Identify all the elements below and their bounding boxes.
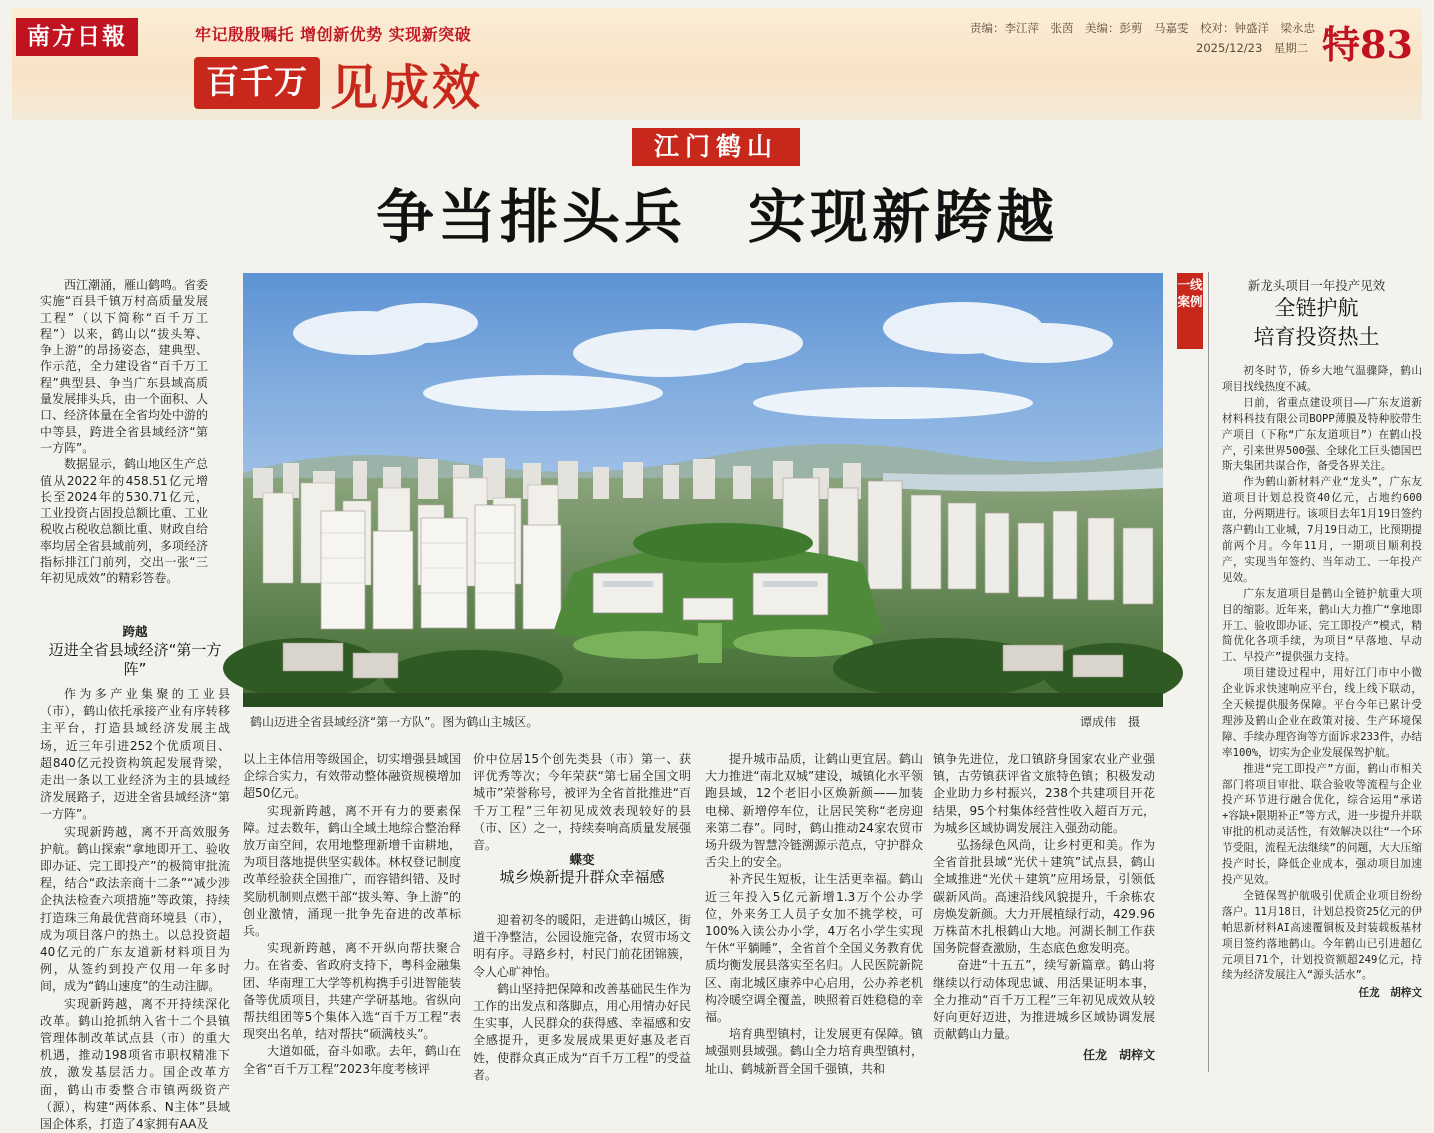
sidebar-paragraph: 日前，省重点建设项目——广东友道新材料科技有限公司BOPP薄膜及特种胶带生产项目（下称“广东友道项目”）在鹤山投产，引来世界500强、全球化工巨头德国巴斯夫集团共谋合作，备受各界关注。: [1222, 396, 1422, 473]
sidebar-paragraph: 广东友道项目是鹤山全链护航重大项目的缩影。近年来，鹤山大力推广“拿地即开工、验收即办证、完工即投产”模式，精简优化各项手续，为项目“早落地、早动工、早投产”提供强力支持。: [1222, 587, 1422, 664]
page-number: 特83: [1322, 22, 1413, 67]
section-brand: [194, 56, 484, 116]
city-aerial-illustration: [243, 273, 1163, 707]
body-column-3: [473, 751, 691, 854]
body-paragraph: 价中位居15个创先类县（市）第一、获评优秀等次；今年荣获“第七届全国文明城市”荣誉称号，被评为全省首批推进“百千万工程”三年初见成效表现较好的县（市、区）之一，持续奏响高质量发展强音。: [473, 752, 691, 853]
photo-caption: 鹤山迈进全省县域经济“第一方队”。图为鹤山主城区。: [250, 715, 539, 729]
body-column-3b: [473, 912, 691, 1084]
body-paragraph: 迎着初冬的暖阳，走进鹤山城区，街道干净整洁，公园设施完备，农贸市场文明有序。寻路乡村，村民门前花团锦簇，令人心旷神怡。: [473, 913, 691, 979]
section-lead-kuayue: 跨越: [122, 624, 148, 639]
sidebar-lead: 新龙头项目一年投产见效: [1247, 278, 1386, 293]
body-column-5: [933, 751, 1155, 1065]
sidebar-paragraph: 项目建设过程中，用好江门市中小微企业诉求快速响应平台，线上线下联动，全天候提供服务保障。平台今年已累计受理涉及鹤山企业在政策对接、生产环境保障、手续办理咨询等方面诉求233件，办结率100%，切实为企业发展保驾护航。: [1222, 667, 1422, 759]
body-paragraph: 大道如砥，奋斗如歌。去年，鹤山在全省“百千万工程”2023年度考核评: [243, 1044, 461, 1076]
header-slogan: 牢记殷殷嘱托 增创新优势 实现新突破: [195, 25, 472, 44]
sidebar-body: [1222, 364, 1422, 1002]
body-paragraph: 实现新跨越，离不开持续深化改革。鹤山抢抓纳入省十二个县镇管理体制改革试点县（市）的重大机遇，推动198项省市职权精准下放，激发基层活力。国企改革方面，鹤山市委整合市镇两级资产（源），构建“两体系、N主体”县域国企体系，打造了4家拥有AA及: [40, 996, 230, 1132]
body-paragraph: 以上主体信用等级国企，切实增强县域国企综合实力，有效带动整体融资规模增加超50亿元。: [243, 752, 461, 801]
intro-paragraph: 西江潮涌，雁山鹤鸣。省委实施“百县千镇万村高质量发展工程”（以下简称“百千万工程”）以来，鹤山以“拔头筹、争上游”的昂扬姿态，建典型、作示范，全力建设省“百千万工程”典型县、争当广东县域高质量发展排头兵，由一个面积、人口、经济体量在全省均处中游的中等县，跨进全省县域经济“第一方阵”。: [40, 278, 209, 455]
sidebar-divider: [1208, 272, 1209, 1072]
sidebar-title-line: 培育投资热土: [1253, 325, 1380, 349]
body-column-4: [705, 751, 923, 1078]
main-headline: 争当排头兵 实现新跨越: [375, 183, 1058, 251]
body-paragraph: 实现新跨越，离不开有力的要素保障。过去数年，鹤山全域土地综合整治释放万亩空间，农用地整理新增千亩耕地，为项目落地提供坚实载体。林权登记制度改革经验获全国推广，而容错纠错、及时奖励机制则点燃干部“拔头筹、争上游”的创业激情，涌现一批争先奋进的改革标兵。: [243, 803, 461, 939]
sidebar-paragraph: 推进“完工即投产”方面，鹤山市相关部门将项目审批、联合验收等流程与企业投产环节进行融合优化，综合运用“承诺+容缺+限期补正”等方式，进一步提升并联审批的机动灵活性，有效解决以往“一个环节受阻，流程无法继续”的问题，大大压缩投产时长，降低企业成本，强动项目加速投产见效。: [1222, 762, 1422, 886]
body-paragraph: 鹤山坚持把保障和改善基础民生作为工作的出发点和落脚点，用心用情办好民生实事，人民群众的获得感、幸福感和安全感提升，更多发展成果更好惠及老百姓，使群众真正成为“百千万工程”的受益者。: [473, 981, 691, 1082]
body-paragraph: 补齐民生短板，让生活更幸福。鹤山近三年投入5亿元新增1.3万个公办学位，外来务工人员子女加不挑学校，可100%入读公办小学，4万名小学生实现午休“平躺睡”，全省首个全国义务教育优质均衡发展县落实至名归。人民医院新院区、南北城区康养中心启用，公办养老机构冷暖空调全覆盖，映照着百姓稳稳的幸福。: [705, 872, 923, 1025]
sidebar-paragraph: 初冬时节，侨乡大地气温骤降，鹤山项目找线热度不减。: [1222, 365, 1422, 393]
sidebar-tag: 一线案例: [1177, 273, 1203, 349]
section-lead-diebian: 蝶变: [569, 852, 595, 867]
body-paragraph: 培育典型镇村，让发展更有保障。镇域强则县域强。鹤山全力培育典型镇村，址山、鹤城新晋全国千强镇，共和: [705, 1027, 923, 1076]
issue-date: 2025/12/23 星期二: [1196, 41, 1309, 55]
body-column-1: [40, 686, 230, 1133]
city-aerial-photo: [243, 273, 1163, 707]
brand-box: 百千万: [194, 57, 320, 109]
sidebar-paragraph: 全链保驾护航吸引优质企业项目纷纷落户。11月18日，计划总投资25亿元的伊帕思新材料AI高速覆铜板及封装载板基材项目签约落地鹤山。今年鹤山已引进超亿元项目71个，计划投资额超249亿元，持续为经济发展注入“源头活水”。: [1222, 889, 1422, 982]
photo-credit: 谭成伟 摄: [1080, 715, 1141, 729]
body-paragraph: 作为多产业集聚的工业县（市），鹤山依托承接产业有序转移主平台，打造县域经济发展主战场，近三年引进252个优质项目、超840亿元投资构筑起发展背梁，走出一条以工业经济为主的县域经济发展路子，迈进全省县域经济“第一方阵”。: [40, 687, 230, 822]
sidebar-paragraph: 作为鹤山新材料产业“龙头”，广东友道项目计划总投资40亿元，占地约600亩，分两期进行。该项目去年1月19日签约落户鹤山工业城，7月19日动工，比预期提前两个月。今年11月，一期项目顺利投产，实现当年签约、当年动工、一年投产见效。: [1222, 476, 1422, 584]
region-tag: 江门鹤山: [632, 128, 800, 166]
sidebar-byline: 任龙 胡梓文: [1358, 987, 1422, 1000]
article-byline: 任龙 胡梓文: [1082, 1048, 1155, 1063]
intro-column: [40, 277, 208, 587]
brand-text: 见成效: [330, 59, 484, 116]
sidebar-title-line: 全链护航: [1274, 296, 1359, 320]
sidebar-title: [1214, 294, 1419, 352]
body-paragraph: 弘扬绿色风尚，让乡村更和美。作为全省首批县域“光伏＋建筑”试点县，鹤山全域推进“光伏＋建筑”应用场景，引领低碳新风尚。高速沿线风貌提升，千余栋农房焕发新颜。大力开展植绿行动，429.96万株苗木扎根鹤山大地。河湖长制工作获国务院督查激励，生态底色愈发明亮。: [933, 838, 1155, 956]
body-paragraph: 奋进“十五五”，续写新篇章。鹤山将继续以行动体现忠诚、用活果证明本事，全力推动“百千万工程”三年初见成效从较好向更好迈进，为推进城乡区域协调发展贡献鹤山力量。: [933, 958, 1155, 1042]
section-title-diebian: 城乡焕新提升群众幸福感: [499, 868, 665, 886]
body-column-2: [243, 751, 461, 1078]
body-paragraph: 镇争先进位，龙口镇跻身国家农业产业强镇，古劳镇获评省文旅特色镇；积极发动企业助力乡村振兴，238个共建项目开花结果，95个村集体经营性收入超百万元，为城乡区域协调发展注入强劲动能。: [933, 752, 1155, 835]
newspaper-masthead: 南方日報: [16, 18, 138, 56]
section-title-kuayue: 迈进全省县域经济“第一方阵”: [48, 641, 222, 678]
editor-credits: 责编：李江萍 张茵 美编：彭剪 马嘉雯 校对：钟盛洋 梁永忠: [970, 21, 1315, 35]
page-header: [12, 8, 1422, 120]
body-paragraph: 实现新跨越，离不开高效服务护航。鹤山探索“拿地即开工、验收即办证、完工即投产”的极简审批流程，结合“政法亲商十二条”“减少涉企执法检查六项措施”等政策，持续打造珠三角最优营商环境县（市），成为项目落户的热土。以总投资超40亿元的广东友道新材料项目为例，从签约到投产仅用一年多时间，成为“鹤山速度”的生动注脚。: [40, 824, 230, 994]
intro-paragraph: 数据显示，鹤山地区生产总值从2022年的458.51亿元增长至2024年的530.71亿元，工业投资占固投总额比重、工业税收占税收总额比重、财政自给率均居全省县域前列，多项经济指标排江门前列，交出一张“三年初见成效”的精彩答卷。: [40, 457, 209, 586]
body-paragraph: 提升城市品质，让鹤山更宜居。鹤山大力推进“南北双城”建设，城镇化水平领跑县域，12个老旧小区焕新颜——加装电梯、新增停车位，让居民笑称“老房迎来第二春”。同时，鹤山推动24家农贸市场升级为智慧冷链溯源示范点，守护群众舌尖上的安全。: [705, 752, 923, 870]
body-paragraph: 实现新跨越，离不开纵向帮扶聚合力。在省委、省政府支持下，粤科金融集团、华南理工大学等机构携手引进智能装备等优质项目，共建产学研基地。省纵向帮扶组团等5个集体入选“百千万工程”表现突出名单，结对帮扶“硕满枝头”。: [243, 941, 461, 1042]
